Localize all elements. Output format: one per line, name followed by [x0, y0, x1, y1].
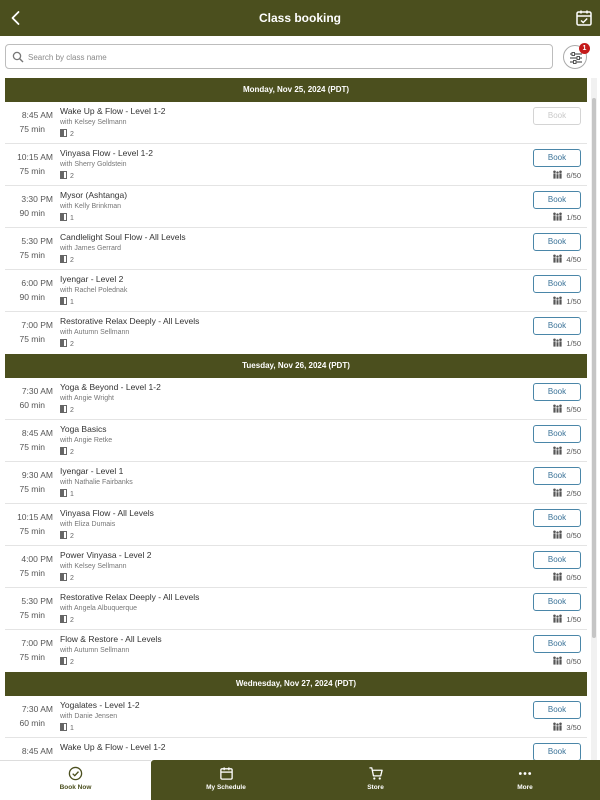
class-capacity	[552, 404, 581, 414]
class-row[interactable]	[5, 504, 587, 546]
class-time: 10:15 AM	[17, 512, 53, 522]
more-dots-icon	[517, 766, 533, 781]
class-name: Yogalates - Level 1-2	[60, 700, 140, 710]
class-duration: 75 min	[19, 526, 45, 536]
class-time: 7:30 AM	[21, 704, 53, 714]
class-instructor: with Danie Jensen	[60, 713, 118, 720]
book-button[interactable]: Book	[533, 467, 581, 485]
door-icon	[60, 339, 67, 347]
capacity-count: 2/50	[566, 447, 581, 456]
room-number: 2	[70, 659, 74, 666]
class-duration: 75 min	[19, 334, 45, 344]
class-instructor: with Eliza Dumais	[60, 521, 116, 528]
class-row[interactable]	[5, 144, 587, 186]
class-name: Wake Up & Flow - Level 1-2	[60, 742, 166, 752]
class-name: Restorative Relax Deeply - All Levels	[60, 316, 200, 326]
capacity-count: 1/50	[566, 213, 581, 222]
door-icon	[60, 213, 67, 221]
class-instructor: with Angie Retke	[60, 437, 113, 444]
page-title: Class booking	[258, 11, 341, 25]
class-row[interactable]	[5, 270, 587, 312]
cart-icon	[368, 766, 384, 781]
class-capacity	[552, 722, 581, 732]
class-capacity	[552, 614, 581, 624]
book-button[interactable]: Book	[533, 191, 581, 209]
book-button[interactable]: Book	[533, 317, 581, 335]
door-icon	[60, 447, 67, 455]
class-capacity	[552, 338, 581, 348]
calendar-icon	[219, 766, 234, 781]
class-name: Vinyasa Flow - All Levels	[60, 508, 154, 518]
room-number: 2	[70, 407, 74, 414]
book-button[interactable]: Book	[533, 551, 581, 569]
class-name: Mysor (Ashtanga)	[60, 190, 128, 200]
nav-more[interactable]	[450, 760, 600, 800]
book-button[interactable]: Book	[533, 275, 581, 293]
capacity-count: 3/50	[566, 723, 581, 732]
people-icon	[552, 722, 563, 731]
class-row[interactable]	[5, 228, 587, 270]
class-duration: 75 min	[19, 124, 45, 134]
class-instructor: with Sherry Goldstein	[60, 161, 127, 168]
class-row[interactable]	[5, 186, 587, 228]
class-room	[60, 129, 74, 138]
room-number: 1	[70, 299, 74, 306]
capacity-count: 0/50	[566, 531, 581, 540]
class-room	[60, 531, 74, 540]
room-number: 1	[70, 491, 74, 498]
class-duration: 75 min	[19, 610, 45, 620]
people-icon	[552, 170, 563, 179]
room-number: 2	[70, 131, 74, 138]
people-icon	[552, 572, 563, 581]
class-instructor: with Autumn Sellmann	[60, 647, 130, 654]
class-duration: 75 min	[19, 250, 45, 260]
class-name: Restorative Relax Deeply - All Levels	[60, 592, 200, 602]
class-name: Flow & Restore - All Levels	[60, 634, 162, 644]
class-row[interactable]	[5, 312, 587, 354]
class-instructor: with Angie Wright	[60, 395, 114, 402]
search-input[interactable]	[28, 48, 548, 66]
door-icon	[60, 657, 67, 665]
day-class-group	[5, 102, 587, 354]
capacity-count: 1/50	[566, 615, 581, 624]
class-duration: 60 min	[19, 718, 45, 728]
class-list[interactable]	[5, 78, 587, 760]
nav-book-now[interactable]	[0, 760, 151, 800]
capacity-count: 1/50	[566, 339, 581, 348]
class-time: 8:45 AM	[21, 110, 53, 120]
class-time: 8:45 AM	[21, 428, 53, 438]
class-instructor: with Angela Albuquerque	[60, 605, 138, 612]
door-icon	[60, 489, 67, 497]
room-number: 2	[70, 341, 74, 348]
class-room	[60, 615, 74, 624]
class-row[interactable]	[5, 378, 587, 420]
class-row[interactable]	[5, 696, 587, 738]
class-duration: 60 min	[19, 400, 45, 410]
class-row[interactable]	[5, 102, 587, 144]
door-icon	[60, 129, 67, 137]
scrollbar-thumb[interactable]	[592, 98, 596, 638]
class-capacity	[552, 656, 581, 666]
class-capacity	[552, 254, 581, 264]
day-header: Wednesday, Nov 27, 2024 (PDT)	[5, 672, 587, 696]
capacity-count: 6/50	[566, 171, 581, 180]
door-icon	[60, 171, 67, 179]
class-duration: 75 min	[19, 166, 45, 176]
people-icon	[552, 296, 563, 305]
class-row[interactable]	[5, 588, 587, 630]
people-icon	[552, 404, 563, 413]
class-time: 5:30 PM	[21, 236, 53, 246]
class-row[interactable]	[5, 630, 587, 672]
people-icon	[552, 212, 563, 221]
class-name: Candlelight Soul Flow - All Levels	[60, 232, 186, 242]
door-icon	[60, 573, 67, 581]
day-class-group	[5, 378, 587, 672]
class-capacity	[552, 446, 581, 456]
day-class-group	[5, 696, 587, 760]
class-duration: 75 min	[19, 484, 45, 494]
class-capacity	[552, 530, 581, 540]
people-icon	[552, 446, 563, 455]
room-number: 2	[70, 173, 74, 180]
class-name: Yoga & Beyond - Level 1-2	[60, 382, 161, 392]
class-name: Wake Up & Flow - Level 1-2	[60, 106, 166, 116]
room-number: 2	[70, 617, 74, 624]
class-duration: 75 min	[19, 442, 45, 452]
class-capacity	[552, 488, 581, 498]
book-button[interactable]: Book	[533, 593, 581, 611]
room-number: 1	[70, 725, 74, 732]
class-room	[60, 255, 74, 264]
people-icon	[552, 614, 563, 623]
day-header: Monday, Nov 25, 2024 (PDT)	[5, 78, 587, 102]
class-room	[60, 171, 74, 180]
class-capacity	[552, 212, 581, 222]
class-time: 7:00 PM	[21, 638, 53, 648]
door-icon	[60, 615, 67, 623]
book-button: Book	[533, 107, 581, 125]
search-box[interactable]	[5, 44, 553, 69]
class-time: 5:30 PM	[21, 596, 53, 606]
class-instructor: with Kelsey Sellmann	[60, 119, 127, 126]
class-room	[60, 213, 74, 222]
class-instructor: with Rachel Polednak	[60, 287, 128, 294]
class-room	[60, 297, 74, 306]
class-instructor: with Autumn Sellmann	[60, 329, 130, 336]
nav-label: Book Now	[59, 784, 92, 791]
check-circle-icon	[68, 766, 83, 781]
capacity-count: 0/50	[566, 573, 581, 582]
nav-label: My Schedule	[206, 784, 246, 791]
class-capacity	[552, 296, 581, 306]
capacity-count: 5/50	[566, 405, 581, 414]
room-number: 2	[70, 575, 74, 582]
calendar-check-icon[interactable]	[574, 8, 594, 28]
class-capacity	[552, 170, 581, 180]
capacity-count: 0/50	[566, 657, 581, 666]
class-room	[60, 405, 74, 414]
class-name: Power Vinyasa - Level 2	[60, 550, 152, 560]
people-icon	[552, 530, 563, 539]
people-icon	[552, 338, 563, 347]
class-instructor: with Nathalie Fairbanks	[60, 479, 133, 486]
class-time: 3:30 PM	[21, 194, 53, 204]
top-bar	[0, 0, 600, 36]
nav-label: Store	[367, 784, 384, 791]
class-time: 8:45 AM	[21, 746, 53, 756]
book-button[interactable]: Book	[533, 383, 581, 401]
class-name: Yoga Basics	[60, 424, 107, 434]
class-time: 7:00 PM	[21, 320, 53, 330]
class-room	[60, 339, 74, 348]
class-room	[60, 573, 74, 582]
class-time: 7:30 AM	[21, 386, 53, 396]
class-row[interactable]	[5, 462, 587, 504]
capacity-count: 2/50	[566, 489, 581, 498]
class-name: Vinyasa Flow - Level 1-2	[60, 148, 153, 158]
class-room	[60, 447, 74, 456]
people-icon	[552, 254, 563, 263]
book-button[interactable]: Book	[533, 635, 581, 653]
class-instructor: with Kelly Brinkman	[60, 203, 122, 210]
room-number: 1	[70, 215, 74, 222]
nav-store[interactable]	[301, 760, 450, 800]
door-icon	[60, 405, 67, 413]
door-icon	[60, 297, 67, 305]
bottom-nav	[0, 760, 600, 800]
book-button[interactable]: Book	[533, 425, 581, 443]
nav-label: More	[517, 784, 533, 791]
room-number: 2	[70, 449, 74, 456]
class-time: 10:15 AM	[17, 152, 53, 162]
class-row[interactable]	[5, 546, 587, 588]
door-icon	[60, 255, 67, 263]
day-header: Tuesday, Nov 26, 2024 (PDT)	[5, 354, 587, 378]
class-duration: 75 min	[19, 652, 45, 662]
filter-badge: 1	[579, 43, 590, 54]
class-name: Iyengar - Level 1	[60, 466, 124, 476]
class-instructor: with Kelsey Sellmann	[60, 563, 127, 570]
book-button[interactable]: Book	[533, 701, 581, 719]
class-duration: 90 min	[19, 292, 45, 302]
class-instructor: with James Gerrard	[60, 245, 122, 252]
search-icon	[12, 51, 24, 63]
people-icon	[552, 656, 563, 665]
search-row	[0, 36, 600, 78]
scrollbar[interactable]	[591, 78, 597, 760]
class-name: Iyengar - Level 2	[60, 274, 124, 284]
class-row[interactable]	[5, 738, 587, 760]
room-number: 2	[70, 257, 74, 264]
door-icon	[60, 723, 67, 731]
class-duration: 90 min	[19, 208, 45, 218]
class-row[interactable]	[5, 420, 587, 462]
book-button[interactable]: Book	[533, 743, 581, 760]
book-button[interactable]: Book	[533, 233, 581, 251]
people-icon	[552, 488, 563, 497]
capacity-count: 1/50	[566, 297, 581, 306]
class-capacity	[552, 572, 581, 582]
class-duration: 75 min	[19, 568, 45, 578]
class-time: 4:00 PM	[21, 554, 53, 564]
door-icon	[60, 531, 67, 539]
capacity-count: 4/50	[566, 255, 581, 264]
class-time: 9:30 AM	[21, 470, 53, 480]
class-time: 6:00 PM	[21, 278, 53, 288]
nav-my-schedule[interactable]	[151, 760, 301, 800]
book-button[interactable]: Book	[533, 509, 581, 527]
class-room	[60, 489, 74, 498]
class-room	[60, 723, 74, 732]
class-room	[60, 657, 74, 666]
room-number: 2	[70, 533, 74, 540]
book-button[interactable]: Book	[533, 149, 581, 167]
